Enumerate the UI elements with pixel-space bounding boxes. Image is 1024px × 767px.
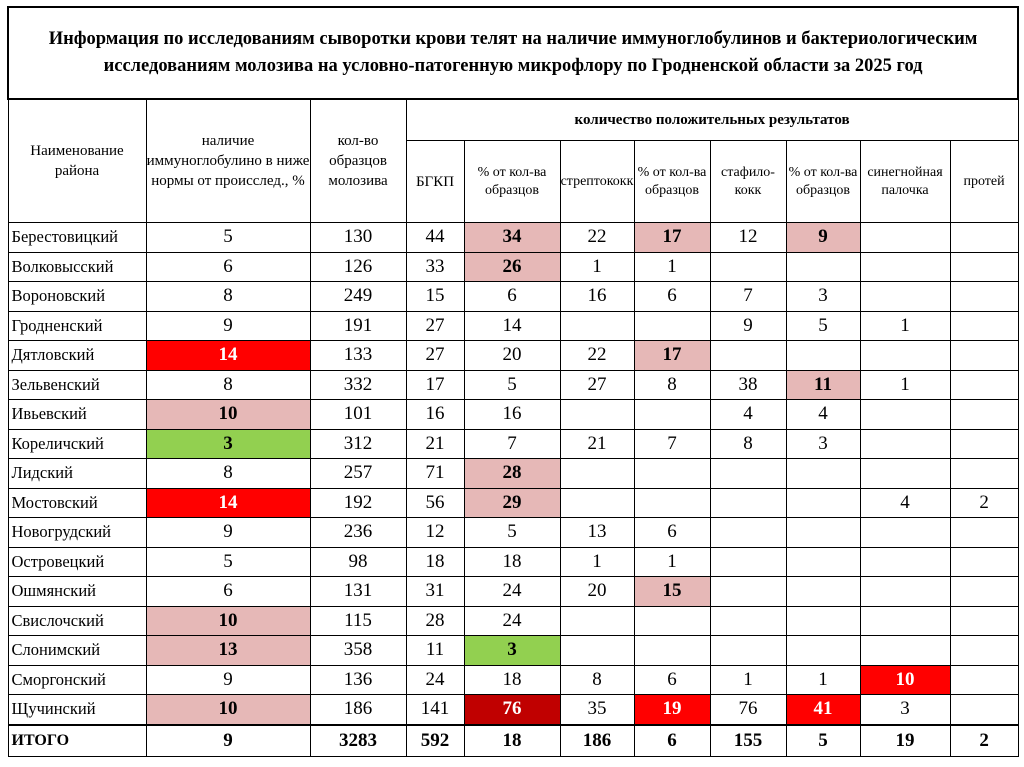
cell-pct-strep: 6	[634, 282, 710, 312]
table-row	[8, 370, 1018, 400]
cell-proteus	[950, 311, 1018, 341]
cell-pct-bgkp: 5	[464, 518, 560, 548]
cell-pct-strep: 17	[634, 341, 710, 371]
cell-pseudomonas	[860, 577, 950, 607]
cell-samples: 257	[310, 459, 406, 489]
cell-pseudomonas	[860, 429, 950, 459]
cell-immuno: 10	[146, 606, 310, 636]
table-row	[8, 547, 1018, 577]
cell-pseudomonas: 1	[860, 311, 950, 341]
cell-immuno: 8	[146, 370, 310, 400]
cell-strep	[560, 636, 634, 666]
cell-pct-staph: 9	[786, 223, 860, 253]
cell-staph	[710, 252, 786, 282]
table-row	[8, 252, 1018, 282]
cell-pct-bgkp: 28	[464, 459, 560, 489]
total-row	[8, 725, 1018, 757]
table-row	[8, 459, 1018, 489]
cell-proteus: 2	[950, 488, 1018, 518]
cell-staph	[710, 459, 786, 489]
cell-pct-staph	[786, 636, 860, 666]
cell-strep	[560, 311, 634, 341]
table-row	[8, 695, 1018, 725]
cell-staph: 12	[710, 223, 786, 253]
cell-staph: 9	[710, 311, 786, 341]
header-pseudomonas: синегнойная палочка	[860, 141, 950, 223]
cell-strep: 22	[560, 223, 634, 253]
cell-samples: 312	[310, 429, 406, 459]
cell-staph: 155	[710, 725, 786, 757]
cell-immuno: 5	[146, 547, 310, 577]
header-proteus: протей	[950, 141, 1018, 223]
cell-bgkp: 28	[406, 606, 464, 636]
cell-pct-bgkp: 7	[464, 429, 560, 459]
cell-pct-strep: 6	[634, 665, 710, 695]
cell-staph	[710, 606, 786, 636]
cell-pseudomonas: 4	[860, 488, 950, 518]
cell-bgkp: 31	[406, 577, 464, 607]
cell-pct-staph	[786, 547, 860, 577]
cell-immuno: 9	[146, 725, 310, 757]
cell-pct-strep: 15	[634, 577, 710, 607]
cell-pct-bgkp: 34	[464, 223, 560, 253]
cell-staph: 7	[710, 282, 786, 312]
cell-pseudomonas	[860, 400, 950, 430]
cell-pct-bgkp: 3	[464, 636, 560, 666]
cell-strep: 22	[560, 341, 634, 371]
header-district: Наименование района	[8, 99, 146, 223]
cell-samples: 332	[310, 370, 406, 400]
cell-proteus	[950, 370, 1018, 400]
district-name: Берестовицкий	[8, 223, 146, 253]
cell-pseudomonas: 10	[860, 665, 950, 695]
cell-pct-bgkp: 5	[464, 370, 560, 400]
table-body	[8, 223, 1018, 757]
table-row	[8, 311, 1018, 341]
cell-immuno: 9	[146, 665, 310, 695]
immunoglobulin-report-table	[7, 6, 1019, 757]
cell-strep: 20	[560, 577, 634, 607]
cell-pct-bgkp: 16	[464, 400, 560, 430]
cell-pct-bgkp: 20	[464, 341, 560, 371]
cell-samples: 192	[310, 488, 406, 518]
cell-samples: 126	[310, 252, 406, 282]
header-staph: стафило-кокк	[710, 141, 786, 223]
cell-pseudomonas	[860, 341, 950, 371]
cell-pct-bgkp: 14	[464, 311, 560, 341]
district-name: Новогрудский	[8, 518, 146, 548]
header-pct-staph: % от кол-ва образцов	[786, 141, 860, 223]
cell-pseudomonas	[860, 223, 950, 253]
cell-pct-bgkp: 29	[464, 488, 560, 518]
cell-strep: 13	[560, 518, 634, 548]
cell-pct-strep	[634, 311, 710, 341]
cell-staph: 38	[710, 370, 786, 400]
cell-pseudomonas: 3	[860, 695, 950, 725]
cell-immuno: 9	[146, 518, 310, 548]
table-row	[8, 223, 1018, 253]
cell-samples: 115	[310, 606, 406, 636]
cell-bgkp: 44	[406, 223, 464, 253]
district-name: Дятловский	[8, 341, 146, 371]
cell-samples: 249	[310, 282, 406, 312]
cell-bgkp: 16	[406, 400, 464, 430]
cell-pct-strep: 17	[634, 223, 710, 253]
cell-immuno: 14	[146, 341, 310, 371]
cell-pct-strep: 6	[634, 725, 710, 757]
cell-pct-staph: 41	[786, 695, 860, 725]
cell-immuno: 8	[146, 282, 310, 312]
cell-pct-bgkp: 26	[464, 252, 560, 282]
cell-staph	[710, 518, 786, 548]
cell-pct-bgkp: 24	[464, 577, 560, 607]
cell-staph: 76	[710, 695, 786, 725]
cell-pct-strep: 19	[634, 695, 710, 725]
cell-pct-bgkp: 18	[464, 665, 560, 695]
cell-immuno: 5	[146, 223, 310, 253]
cell-pct-staph: 1	[786, 665, 860, 695]
table-row	[8, 282, 1018, 312]
cell-immuno: 13	[146, 636, 310, 666]
cell-pct-staph	[786, 459, 860, 489]
cell-proteus	[950, 606, 1018, 636]
cell-pct-bgkp: 76	[464, 695, 560, 725]
table-row	[8, 518, 1018, 548]
cell-samples: 98	[310, 547, 406, 577]
cell-bgkp: 17	[406, 370, 464, 400]
cell-pct-bgkp: 18	[464, 725, 560, 757]
header-strep: стрептококк	[560, 141, 634, 223]
header-pct-bgkp: % от кол-ва образцов	[464, 141, 560, 223]
cell-samples: 130	[310, 223, 406, 253]
cell-samples: 236	[310, 518, 406, 548]
cell-staph	[710, 488, 786, 518]
cell-pct-staph	[786, 488, 860, 518]
cell-samples: 191	[310, 311, 406, 341]
district-name: Щучинский	[8, 695, 146, 725]
cell-strep: 1	[560, 252, 634, 282]
cell-staph	[710, 547, 786, 577]
cell-pct-strep: 1	[634, 252, 710, 282]
cell-bgkp: 56	[406, 488, 464, 518]
cell-bgkp: 141	[406, 695, 464, 725]
district-name: Лидский	[8, 459, 146, 489]
cell-pct-staph: 5	[786, 311, 860, 341]
district-name: Мостовский	[8, 488, 146, 518]
cell-strep	[560, 400, 634, 430]
total-label: ИТОГО	[8, 725, 146, 757]
cell-pct-strep	[634, 636, 710, 666]
cell-immuno: 14	[146, 488, 310, 518]
cell-proteus	[950, 459, 1018, 489]
district-name: Вороновский	[8, 282, 146, 312]
cell-proteus	[950, 577, 1018, 607]
cell-proteus	[950, 665, 1018, 695]
cell-samples: 3283	[310, 725, 406, 757]
header-immuno: наличие иммуноглобулино в ниже нормы от происслед., %	[146, 99, 310, 223]
cell-immuno: 9	[146, 311, 310, 341]
cell-pct-staph: 11	[786, 370, 860, 400]
cell-immuno: 3	[146, 429, 310, 459]
cell-immuno: 10	[146, 400, 310, 430]
cell-immuno: 6	[146, 252, 310, 282]
cell-samples: 136	[310, 665, 406, 695]
cell-bgkp: 15	[406, 282, 464, 312]
district-name: Слонимский	[8, 636, 146, 666]
cell-pseudomonas	[860, 547, 950, 577]
cell-samples: 101	[310, 400, 406, 430]
cell-strep	[560, 606, 634, 636]
cell-proteus	[950, 518, 1018, 548]
cell-pct-strep	[634, 606, 710, 636]
cell-pct-strep	[634, 400, 710, 430]
cell-samples: 186	[310, 695, 406, 725]
cell-pseudomonas	[860, 459, 950, 489]
cell-strep: 186	[560, 725, 634, 757]
cell-pseudomonas: 19	[860, 725, 950, 757]
cell-strep: 27	[560, 370, 634, 400]
cell-proteus	[950, 547, 1018, 577]
cell-pct-bgkp: 18	[464, 547, 560, 577]
table-row	[8, 341, 1018, 371]
table-row	[8, 400, 1018, 430]
header-bgkp: БГКП	[406, 141, 464, 223]
table-row	[8, 636, 1018, 666]
cell-immuno: 8	[146, 459, 310, 489]
cell-staph: 1	[710, 665, 786, 695]
cell-pct-staph	[786, 252, 860, 282]
report-title: Информация по исследованиям сыворотки крови телят на наличие иммуноглобулинов и бактериологическим исследованиям молозива на условно-патогенную микрофлору по Гродненской области за 2025 год	[8, 7, 1018, 99]
cell-pseudomonas: 1	[860, 370, 950, 400]
header-samples: кол-во образцов молозива	[310, 99, 406, 223]
cell-bgkp: 11	[406, 636, 464, 666]
cell-pct-staph: 5	[786, 725, 860, 757]
district-name: Островецкий	[8, 547, 146, 577]
table-row	[8, 606, 1018, 636]
header-positive-results: количество положительных результатов	[406, 99, 1018, 141]
cell-bgkp: 27	[406, 341, 464, 371]
cell-pseudomonas	[860, 518, 950, 548]
cell-pct-staph	[786, 518, 860, 548]
cell-staph: 4	[710, 400, 786, 430]
district-name: Сморгонский	[8, 665, 146, 695]
cell-proteus	[950, 429, 1018, 459]
table-row	[8, 488, 1018, 518]
cell-pct-staph: 4	[786, 400, 860, 430]
cell-pseudomonas	[860, 636, 950, 666]
cell-pct-strep: 6	[634, 518, 710, 548]
cell-bgkp: 592	[406, 725, 464, 757]
header-pct-strep: % от кол-ва образцов	[634, 141, 710, 223]
cell-pseudomonas	[860, 282, 950, 312]
cell-proteus	[950, 695, 1018, 725]
cell-staph	[710, 577, 786, 607]
cell-samples: 133	[310, 341, 406, 371]
cell-staph: 8	[710, 429, 786, 459]
cell-pseudomonas	[860, 606, 950, 636]
table-row	[8, 665, 1018, 695]
cell-strep: 1	[560, 547, 634, 577]
cell-bgkp: 33	[406, 252, 464, 282]
cell-pct-bgkp: 24	[464, 606, 560, 636]
cell-pct-strep: 8	[634, 370, 710, 400]
cell-pct-strep	[634, 459, 710, 489]
cell-bgkp: 71	[406, 459, 464, 489]
cell-samples: 358	[310, 636, 406, 666]
cell-pct-strep: 7	[634, 429, 710, 459]
cell-strep	[560, 459, 634, 489]
district-name: Гродненский	[8, 311, 146, 341]
cell-proteus	[950, 400, 1018, 430]
cell-strep: 8	[560, 665, 634, 695]
cell-samples: 131	[310, 577, 406, 607]
cell-strep: 21	[560, 429, 634, 459]
table-row	[8, 429, 1018, 459]
cell-proteus	[950, 636, 1018, 666]
cell-pct-staph: 3	[786, 282, 860, 312]
cell-pct-strep: 1	[634, 547, 710, 577]
cell-strep: 16	[560, 282, 634, 312]
district-name: Свислочский	[8, 606, 146, 636]
cell-pct-staph: 3	[786, 429, 860, 459]
cell-proteus	[950, 252, 1018, 282]
cell-bgkp: 18	[406, 547, 464, 577]
cell-bgkp: 21	[406, 429, 464, 459]
cell-staph	[710, 341, 786, 371]
cell-bgkp: 12	[406, 518, 464, 548]
cell-strep: 35	[560, 695, 634, 725]
cell-proteus: 2	[950, 725, 1018, 757]
district-name: Зельвенский	[8, 370, 146, 400]
cell-pseudomonas	[860, 252, 950, 282]
cell-immuno: 6	[146, 577, 310, 607]
cell-bgkp: 24	[406, 665, 464, 695]
cell-pct-staph	[786, 341, 860, 371]
cell-pct-staph	[786, 606, 860, 636]
cell-proteus	[950, 341, 1018, 371]
cell-staph	[710, 636, 786, 666]
cell-proteus	[950, 282, 1018, 312]
district-name: Кореличский	[8, 429, 146, 459]
district-name: Ошмянский	[8, 577, 146, 607]
cell-proteus	[950, 223, 1018, 253]
cell-pct-strep	[634, 488, 710, 518]
district-name: Ивьевский	[8, 400, 146, 430]
cell-bgkp: 27	[406, 311, 464, 341]
cell-pct-bgkp: 6	[464, 282, 560, 312]
cell-immuno: 10	[146, 695, 310, 725]
district-name: Волковысский	[8, 252, 146, 282]
cell-pct-staph	[786, 577, 860, 607]
cell-strep	[560, 488, 634, 518]
table-row	[8, 577, 1018, 607]
